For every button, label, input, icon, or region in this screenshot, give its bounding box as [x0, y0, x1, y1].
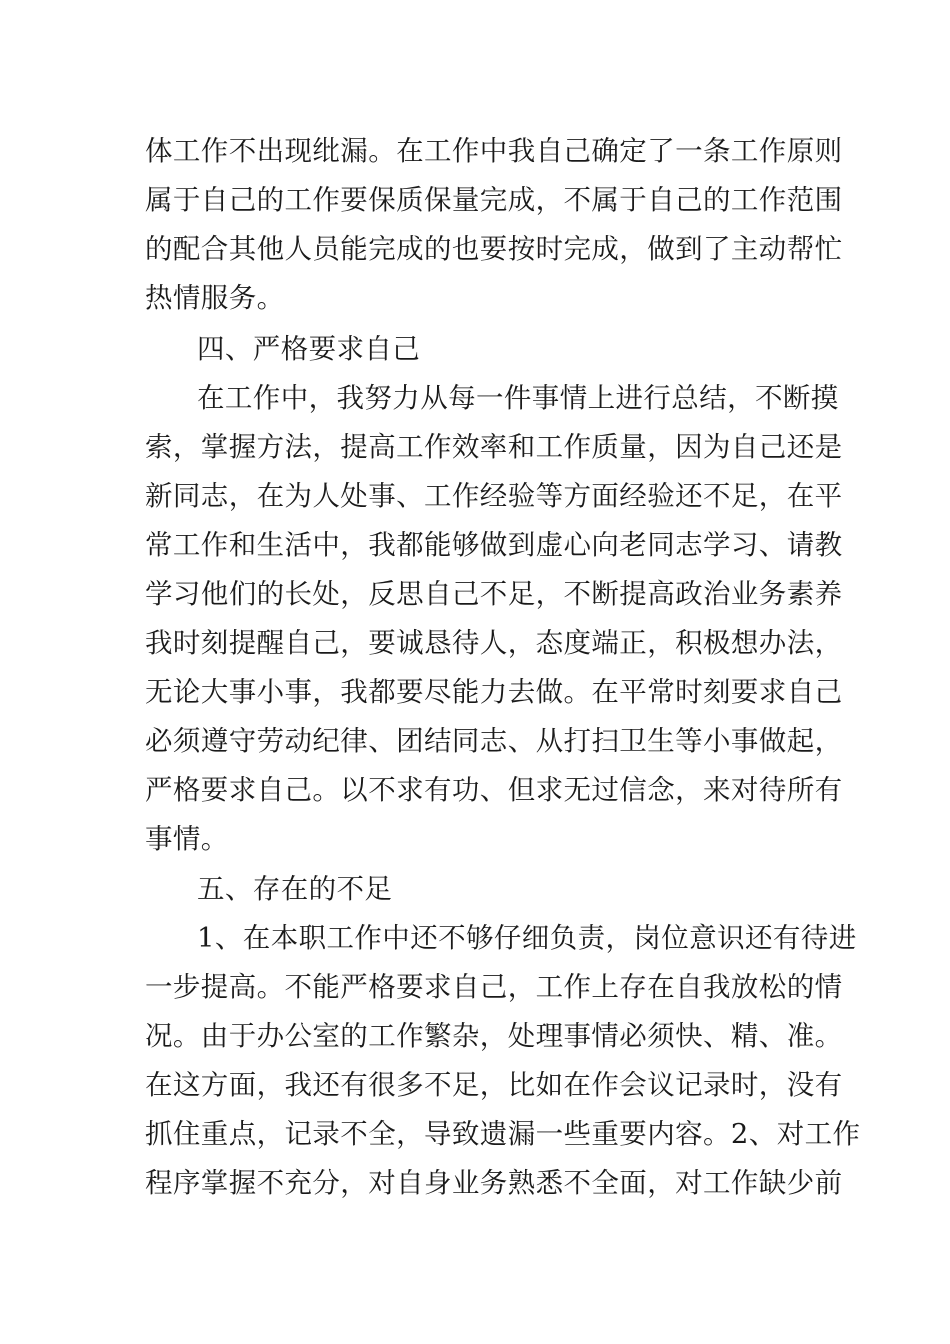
text-line: 况。由于办公室的工作繁杂，处理事情必须快、精、准。	[145, 1020, 843, 1052]
text-line: 新同志，在为人处事、工作经验等方面经验还不足，在平	[145, 480, 843, 512]
text-line: 体工作不出现纰漏。在工作中我自己确定了一条工作原则	[145, 135, 843, 167]
text-line: 一步提高。不能严格要求自己，工作上存在自我放松的情	[145, 971, 843, 1003]
text-line: 必须遵守劳动纪律、团结同志、从打扫卫生等小事做起，	[145, 725, 843, 757]
text-line: 热情服务。	[145, 282, 285, 314]
text-line: 学习他们的长处，反思自己不足，不断提高政治业务素养	[145, 578, 843, 610]
text-line: 程序掌握不充分，对自身业务熟悉不全面，对工作缺少前	[145, 1167, 843, 1199]
text-line: 属于自己的工作要保质保量完成，不属于自己的工作范围	[145, 184, 843, 216]
text-line: 我时刻提醒自己，要诚恳待人，态度端正，积极想办法，	[145, 627, 843, 659]
text-line: 严格要求自己。以不求有功、但求无过信念，来对待所有	[145, 774, 843, 806]
text-line: 常工作和生活中，我都能够做到虚心向老同志学习、请教	[145, 529, 843, 561]
text-line: 事情。	[145, 823, 229, 855]
section-heading: 五、存在的不足	[197, 873, 393, 905]
section-heading: 四、严格要求自己	[197, 333, 421, 365]
text-line: 在这方面，我还有很多不足，比如在作会议记录时，没有	[145, 1069, 843, 1101]
text-line: 抓住重点，记录不全，导致遗漏一些重要内容。2、对工作	[145, 1118, 861, 1150]
text-line: 无论大事小事，我都要尽能力去做。在平常时刻要求自己	[145, 676, 843, 708]
text-line: 索，掌握方法，提高工作效率和工作质量，因为自己还是	[145, 431, 843, 463]
text-line: 在工作中，我努力从每一件事情上进行总结，不断摸	[197, 382, 839, 414]
text-line: 的配合其他人员能完成的也要按时完成，做到了主动帮忙	[145, 233, 843, 265]
text-line: 1、在本职工作中还不够仔细负责，岗位意识还有待进	[197, 922, 857, 954]
